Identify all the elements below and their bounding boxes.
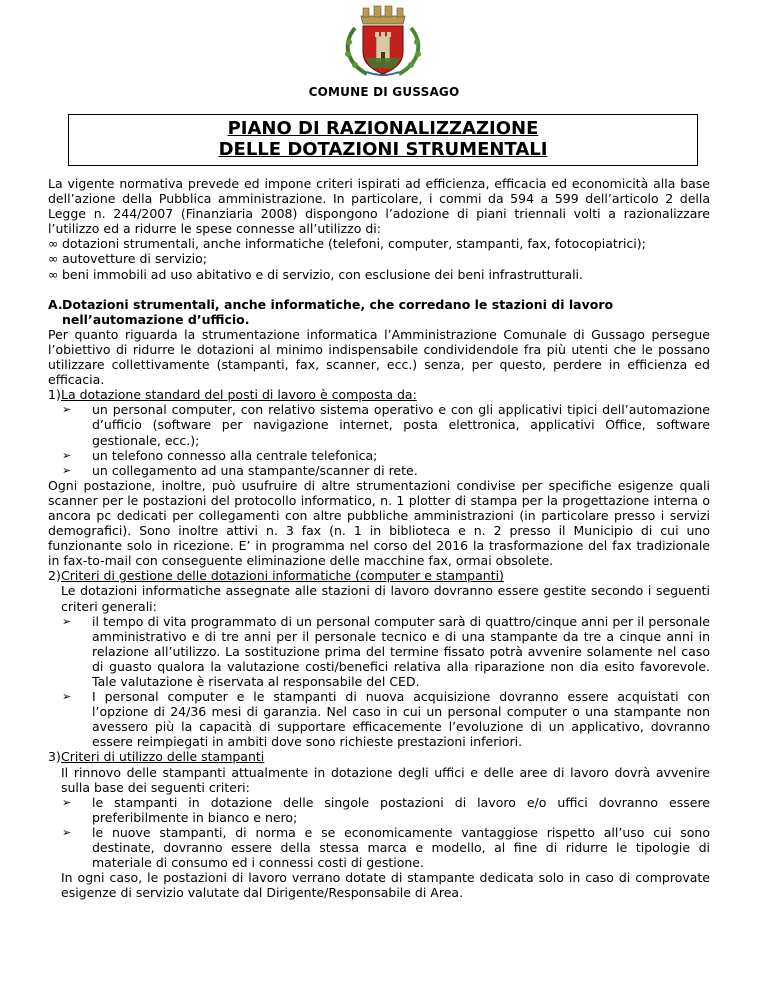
intro-bullet: ∞ dotazioni strumentali, anche informatiche (telefoni, computer, stampanti, fax, fotocopiatrici);	[48, 236, 646, 252]
intro-bullet: ∞ beni immobili ad uso abitativo e di servizio, con esclusione dei beni infrastrutturali.	[48, 266, 584, 282]
item-heading: Criteri di utilizzo delle stampanti	[61, 749, 265, 765]
municipality-name: COMUNE DI GUSSAGO	[308, 85, 460, 99]
arrow-bullet-icon: ➢	[62, 795, 72, 809]
item-1-note: Ogni postazione, inoltre, può usufruire di altre strumentazioni condivise per specifiche esigenze quali scanner per le postazioni del protocollo informatico, n. 1 plotter di stampa per la progettazione interna o ancora pc dedicati per collegamenti con altre pubbliche amministrazioni (in particolare presso i servizi demografici). Sono inoltre attivi n. 3 fax (n. 1 in biblioteca e n. 2 presso il Municipio di cui uno funzionante solo in ricezione. E’ in programma nel corso del 2016 la trasformazione del fax tradizionale in fax-to-mail con conseguente eliminazione delle macchine fax, ormai obsolete.	[48, 477, 710, 569]
section-item-1: 1) La dotazione standard del posti di lavoro è composta da:	[48, 387, 417, 403]
item-heading: Criteri di gestione delle dotazioni informatiche (computer e stampanti)	[61, 568, 504, 584]
intro-paragraph: La vigente normativa prevede ed impone criteri ispirati ad efficienza, efficacia ed economicità alla base dell’azione della Pubblica amministrazione. In particolare, i commi da 594 a 599 dell’articolo 2 della Legge n. 244/2007 (Finanziaria 2008) dispongono l’adozione di piani triennali volti a razionalizzare l’utilizzo ed a ridurre le spese connesse all’utilizzo di:	[48, 176, 710, 237]
arrow-bullet-icon: ➢	[62, 448, 72, 462]
item-bullet: ➢ un personal computer, con relativo sistema operativo e con gli applicativi tipici dell’automazione d’ufficio (software per navigazione internet, posta elettronica, applicativi Office, software gestionale, ecc.);	[62, 402, 710, 448]
item-2-intro: Le dotazioni informatiche assegnate alle stazioni di lavoro dovranno essere gestite secondo i seguenti criteri generali:	[61, 583, 710, 614]
item-bullet: ➢ il tempo di vita programmato di un personal computer sarà di quattro/cinque anni per il personale amministrativo e di tre anni per il personale tecnico e di una stampante da tre a cinque anni in relazione all’utilizzo. La sostituzione prima del termine fissato potrà avvenire solamente nel caso di guasto qualora la valutazione costi/benefici relativa alla riparazione non dia esito favorevole. Tale valutazione è riservata al responsabile del CED.	[62, 613, 710, 689]
document-title-line-1: PIANO DI RAZIONALIZZAZIONE	[227, 118, 539, 139]
infinity-bullet-icon: ∞	[48, 251, 59, 267]
item-3-note: In ogni caso, le postazioni di lavoro verrano dotate di stampante dedicata solo in caso di comprovate esigenze di servizio valutate dal Dirigente/Responsabile di Area.	[61, 870, 710, 901]
infinity-bullet-icon: ∞	[48, 236, 59, 252]
document-title-box	[68, 114, 698, 166]
arrow-bullet-icon: ➢	[62, 403, 72, 417]
item-bullet: ➢ un telefono connesso alla centrale telefonica;	[62, 447, 378, 463]
item-heading: La dotazione standard del posti di lavoro è composta da:	[61, 387, 417, 403]
item-bullet: ➢ un collegamento ad una stampante/scanner di rete.	[62, 462, 418, 478]
item-3-intro: Il rinnovo delle stampanti attualmente in dotazione degli uffici e delle aree di lavoro dovrà avvenire sulla base dei seguenti criteri:	[61, 764, 710, 795]
arrow-bullet-icon: ➢	[62, 463, 72, 477]
item-bullet: ➢ I personal computer e le stampanti di nuova acquisizione dovranno essere acquistati con l’opzione di 24/36 mesi di garanzia. Nel caso in cui un personal computer o una stampante non avessero più la capacità di supportare efficacemente l’evoluzione di un applicativo, dovranno essere reimpiegati in ambiti dove sono richieste prestazioni inferiori.	[62, 689, 710, 750]
section-item-3: 3) Criteri di utilizzo delle stampanti	[48, 749, 265, 765]
item-bullet: ➢ le stampanti in dotazione delle singole postazioni di lavoro e/o uffici dovranno essere preferibilmente in bianco e nero;	[62, 794, 710, 825]
section-a-paragraph: Per quanto riguarda la strumentazione informatica l’Amministrazione Comunale di Gussago persegue l’obiettivo di ridurre le dotazioni al minimo indispensabile condividendole fra più utenti che le possano utilizzare collettivamente (stampanti, fax, scanner, ecc.) senza, per questo, perdere in efficienza ed efficacia.	[48, 326, 710, 388]
intro-bullet: ∞ autovetture di servizio;	[48, 251, 207, 267]
infinity-bullet-icon: ∞	[48, 266, 59, 282]
arrow-bullet-icon: ➢	[62, 825, 72, 839]
arrow-bullet-icon: ➢	[62, 690, 72, 704]
municipal-crest-icon	[333, 2, 433, 78]
document-body	[48, 176, 710, 900]
item-bullet: ➢ le nuove stampanti, di norma e se economicamente vantaggiose rispetto all’uso cui sono destinate, dovranno essere della stessa marca e modello, al fine di ridurre le tipologie di materiale di consumo ed i connessi costi di gestione.	[62, 824, 710, 871]
section-a-heading: A. Dotazioni strumentali, anche informatiche, che corredano le stazioni di lavoro nell’automazione d’ufficio.	[48, 296, 614, 327]
arrow-bullet-icon: ➢	[62, 614, 72, 628]
section-item-2: 2) Criteri di gestione delle dotazioni informatiche (computer e stampanti)	[48, 568, 504, 584]
document-title-line-2: DELLE DOTAZIONI STRUMENTALI	[218, 139, 548, 160]
